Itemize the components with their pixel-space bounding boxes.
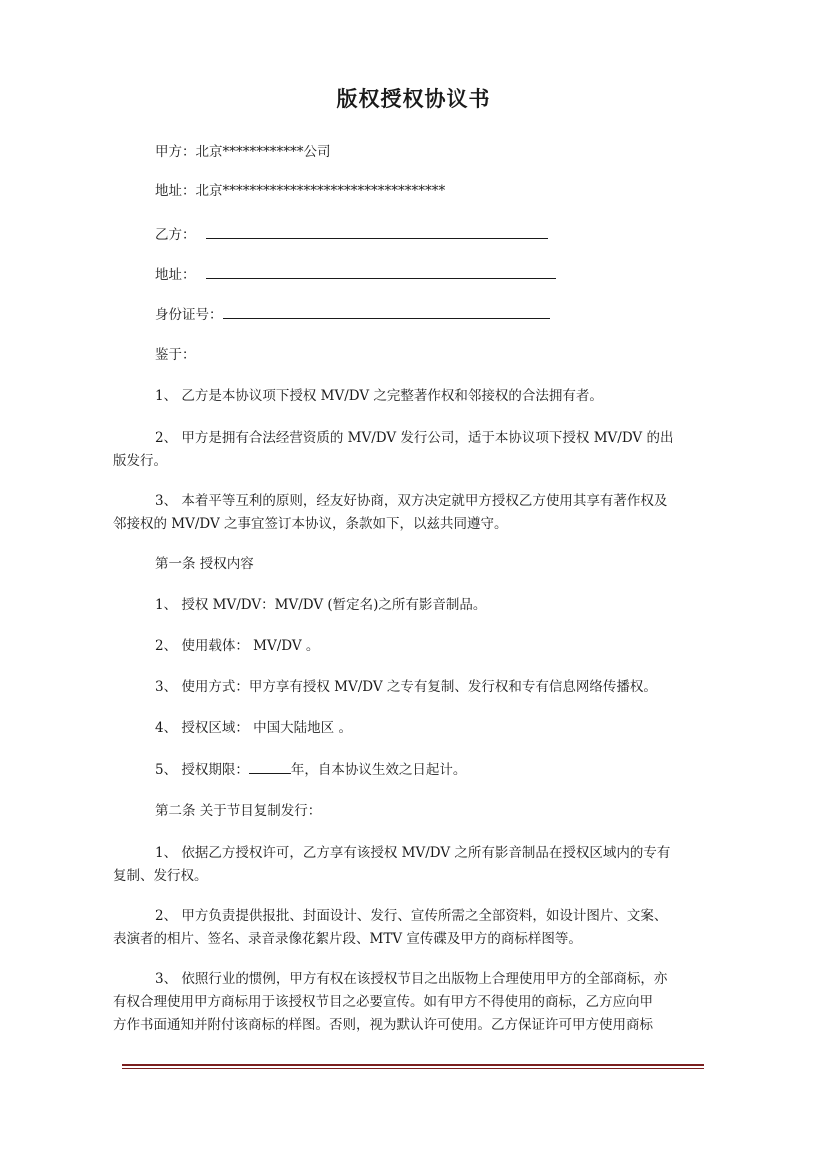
article-1-item-2 xyxy=(113,635,713,658)
whereas-item-3-line-2: 邻接权的 MV/DV 之事宜签订本协议，条款如下，以兹共同遵守。 xyxy=(113,516,508,532)
whereas-item-2 xyxy=(113,427,713,473)
document-title: 版权授权协议书 xyxy=(336,86,491,111)
article-2-item-3-line-1: 3、 依照行业的惯例，甲方有权在该授权节目之出版物上合理使用甲方的全部商标，亦 xyxy=(155,971,668,987)
article-1-item-1 xyxy=(113,594,713,617)
id-line xyxy=(113,304,713,327)
id-label: 身份证号： xyxy=(155,307,223,323)
address-b-blank[interactable] xyxy=(206,264,556,279)
article-2-item-2-line-2: 表演者的相片、签名、录音录像花絮片段、MTV 宣传碟及甲方的商标样图等。 xyxy=(113,931,582,947)
footer-rule-thin xyxy=(122,1068,704,1069)
party-b-label: 乙方： xyxy=(155,227,196,243)
party-a: 甲方：北京************公司 xyxy=(155,144,331,160)
article-2-item-2-line-1: 2、 甲方负责提供报批、封面设计、发行、宣传所需之全部资料，如设计图片、文案、 xyxy=(155,908,668,924)
address-a: 地址：北京********************************* xyxy=(155,183,446,199)
article-1-item-5 xyxy=(113,759,713,782)
article-2-item-3-line-2: 有权合理使用甲方商标用于该授权节目之必要宣传。如有甲方不得使用的商标，乙方应向甲 xyxy=(113,994,653,1010)
party-b-blank[interactable] xyxy=(206,224,548,239)
article-1-item-4 xyxy=(113,717,713,740)
article-2-item-1 xyxy=(113,842,713,888)
whereas-item-2-line-1: 2、 甲方是拥有合法经营资质的 MV/DV 发行公司，适于本协议项下授权 MV/DV 的出 xyxy=(155,430,674,446)
article-1-item-1-text: 1、 授权 MV/DV：MV/DV (暂定名)之所有影音制品。 xyxy=(155,597,487,613)
id-blank[interactable] xyxy=(223,304,550,319)
article-2-item-1-line-1: 1、 依据乙方授权许可，乙方享有该授权 MV/DV 之所有影音制品在授权区域内的专有 xyxy=(155,845,671,861)
whereas-item-3-line-1: 3、 本着平等互利的原则，经友好协商，双方决定就甲方授权乙方使用其享有著作权及 xyxy=(155,493,668,509)
article-1-item-4-text: 4、 授权区域： 中国大陆地区 。 xyxy=(155,720,352,736)
article-1-item-3-text: 3、 使用方式：甲方享有授权 MV/DV 之专有复制、发行权和专有信息网络传播权。 xyxy=(155,679,657,695)
article-1-title: 第一条 授权内容 xyxy=(155,556,254,572)
whereas-item-1 xyxy=(113,385,713,408)
party-b-line xyxy=(113,224,713,247)
article-1-item-5-suffix: 年，自本协议生效之日起计。 xyxy=(290,762,467,778)
whereas-item-3 xyxy=(113,490,713,536)
article-1-heading xyxy=(113,553,713,576)
address-b-label: 地址： xyxy=(155,267,196,283)
article-1-item-2-text: 2、 使用载体： MV/DV 。 xyxy=(155,638,320,654)
article-2-title: 第二条 关于节目复制发行： xyxy=(155,803,322,819)
article-2-heading xyxy=(113,800,713,823)
term-years-blank[interactable] xyxy=(249,759,291,774)
article-2-item-3 xyxy=(113,968,713,1037)
address-a-line xyxy=(113,180,713,203)
article-1-item-5-prefix: 5、 授权期限： xyxy=(155,762,249,778)
party-a-line xyxy=(113,141,713,164)
article-2-item-2 xyxy=(113,905,713,951)
article-2-item-1-line-2: 复制、发行权。 xyxy=(113,868,208,884)
article-2-item-3-line-3: 方作书面通知并附付该商标的样图。否则，视为默认许可使用。乙方保证许可甲方使用商标 xyxy=(113,1017,653,1033)
whereas-heading: 鉴于： xyxy=(155,347,196,363)
address-b-line xyxy=(113,264,713,287)
whereas-line xyxy=(113,344,713,367)
footer-rule-thick xyxy=(122,1064,704,1066)
whereas-item-2-line-2: 版发行。 xyxy=(113,453,167,469)
article-1-item-3 xyxy=(113,676,713,699)
whereas-item-1-text: 1、 乙方是本协议项下授权 MV/DV 之完整著作权和邻接权的合法拥有者。 xyxy=(155,388,603,404)
